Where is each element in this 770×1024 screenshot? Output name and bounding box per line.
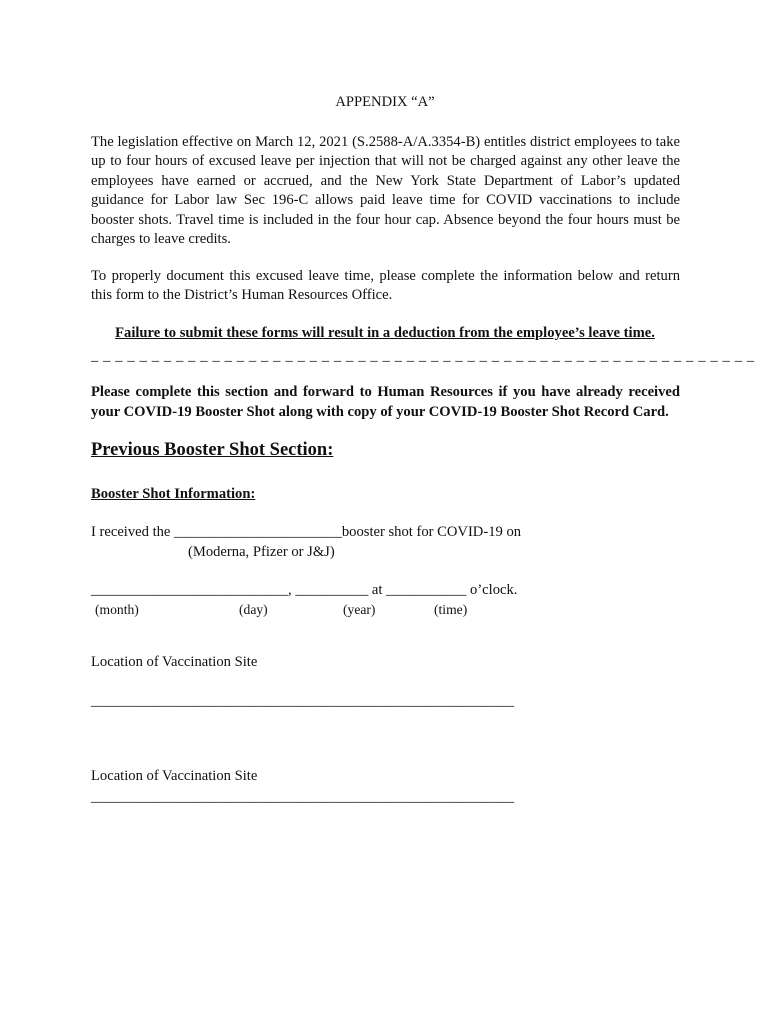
year-hint: (year) xyxy=(343,602,376,617)
complete-section-instruction: Please complete this section and forward to Human Resources if you have already received your COVID-19 Booster Shot along with copy of your COVID-19 Booster Shot Record Card. xyxy=(91,384,680,420)
location-field-2[interactable]: __________________________________________________________ xyxy=(91,789,515,805)
appendix-title: APPENDIX “A” xyxy=(335,94,435,110)
booster-info-subheading: Booster Shot Information: xyxy=(91,486,256,502)
manufacturer-hint: (Moderna, Pfizer or J&J) xyxy=(188,544,335,560)
location-field-1[interactable]: __________________________________________________________ xyxy=(91,693,515,709)
instructions-paragraph: To properly document this excused leave time, please complete the information below and return this form to the District’s Human Resources Office. xyxy=(91,268,680,304)
legislation-paragraph: The legislation effective on March 12, 2021 (S.2588-A/A.3354-B) entitles district employees to take up to four hours of excused leave per injection that will not be charged against any other leave the employees have earned or accrued, and the New York State Department of Labor’s updated guidance for Labor law Sec 196-C allows paid leave time for COVID vaccinations to include booster shots. Travel time is included in the four hour cap. Absence beyond the four hours must be charges to leave credits. xyxy=(91,134,680,248)
booster-manufacturer-line[interactable]: I received the _______________________booster shot for COVID-19 on xyxy=(91,524,522,540)
location-label-2: Location of Vaccination Site xyxy=(91,768,258,784)
location-label-1: Location of Vaccination Site xyxy=(91,654,258,670)
separator-line: _ _ _ _ _ _ _ _ _ _ _ _ _ _ _ _ _ _ _ _ _ _ _ _ _ _ _ _ _ _ _ _ _ _ _ _ _ _ _ _ _ _ _ _ _ _ _ _ _ _ _ _ _ _ _ xyxy=(91,348,755,364)
booster-date-time-line[interactable]: ___________________________, __________ at ___________ o’clock. xyxy=(91,582,518,598)
month-hint: (month) xyxy=(95,602,139,617)
warning-text: Failure to submit these forms will result in a deduction from the employee’s leave time. xyxy=(115,325,655,341)
time-hint: (time) xyxy=(434,602,468,617)
day-hint: (day) xyxy=(239,602,268,617)
section-heading: Previous Booster Shot Section: xyxy=(91,440,334,460)
